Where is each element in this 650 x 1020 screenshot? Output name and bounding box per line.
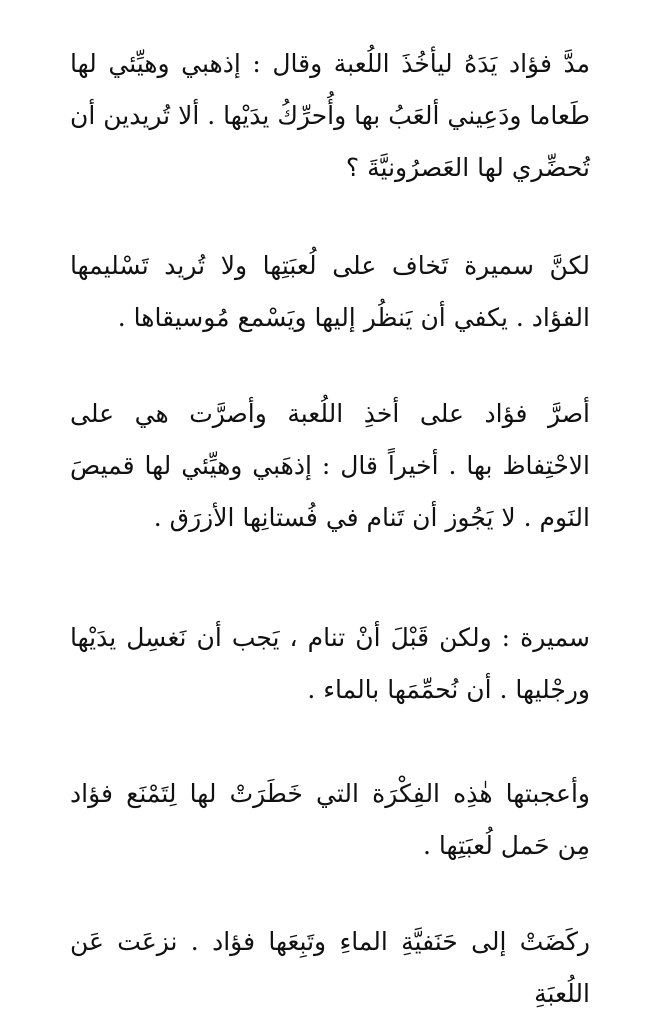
paragraph-3: أصرَّ فؤاد على أخذِ اللُعبة وأصرَّت هي على الاحْتِفاظ بها . أخيراً قال : إذهَبي وهيِّئي لها قميصَ النَوم . لا يَجُوز أن تَنام في فُستانِها الأزرَق . <box>70 399 590 532</box>
paragraph-1: مدَّ فؤاد يَدَهُ ليأخُذَ اللُعبة وقال : إذهبي وهيِّئي لها طَعاما ودَعِيني ألعَبُ بها وأُحرِّكُ يدَيْها . ألا تُريدين أن تُحضِّري لها العَصرُونيَّةَ ؟ <box>70 49 590 182</box>
paragraph-2: لكنَّ سميرة تَخاف على لُعبَتِها ولا تُريد تَسْليمها الفؤاد . يكفي أن يَنظُر إليها ويَسْمع مُوسيقاها . <box>70 251 590 332</box>
paragraph-4: سميرة : ولكن قَبْلَ أنْ تنام ، يَجب أن نَغسِل يدَيْها ورجْليها . أن نُحمِّمَها بالماء . <box>70 623 590 704</box>
paragraph-6: ركَضَتْ إلى حَنَفيَّةِ الماءِ وتَبِعَها فؤاد . نزعَت عَن اللُعبَةِ <box>70 927 590 1008</box>
paragraph-5: وأعجبتها هٰذِه الفِكْرَة التي خَطَرَتْ لها لِتَمْنَع فؤاد مِن حَمل لُعبَتِها . <box>70 779 590 860</box>
